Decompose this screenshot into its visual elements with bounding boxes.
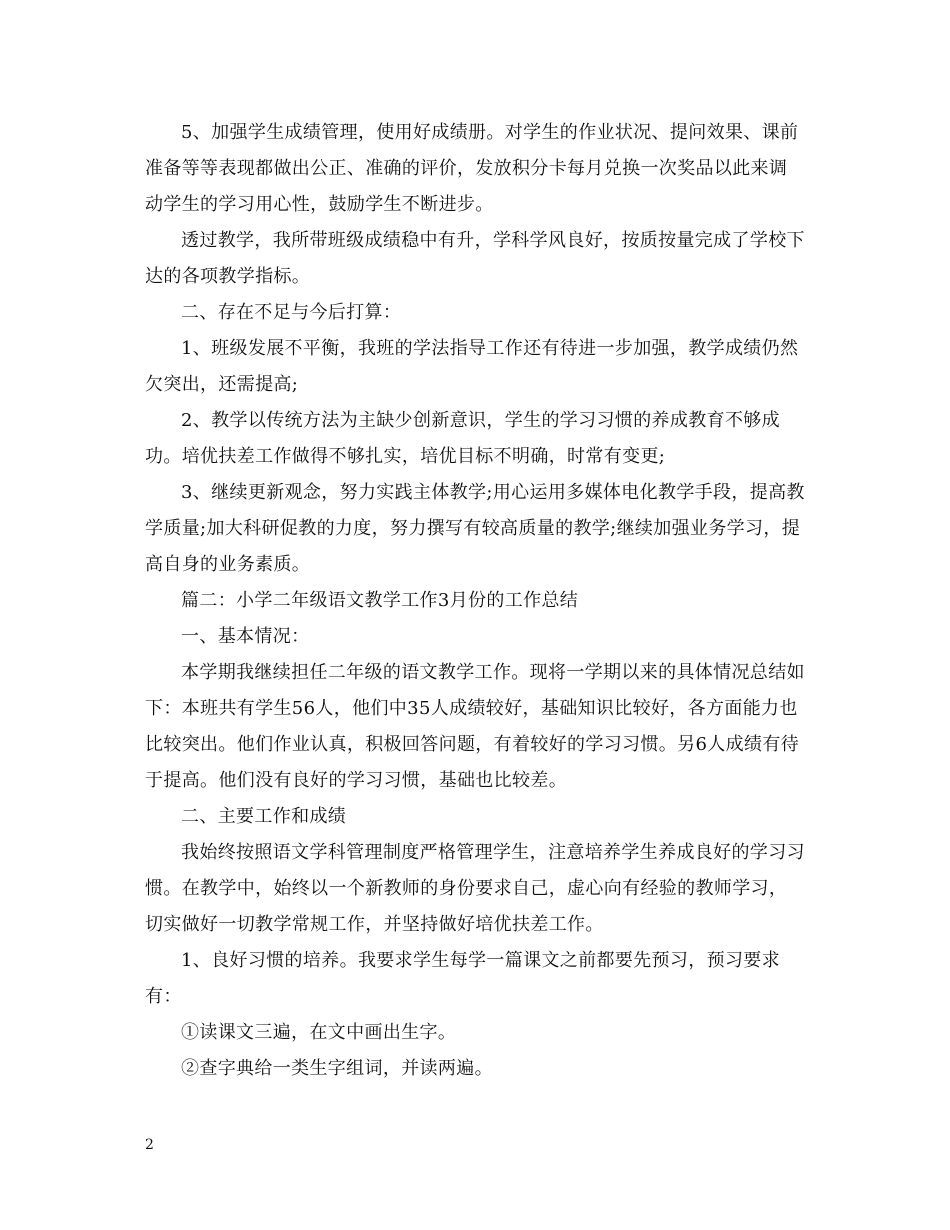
- list-item-2: ②查字典给一类生字组词，并读两遍。: [181, 1058, 493, 1079]
- paragraph-4: 1、班级发展不平衡，我班的学法指导工作还有待进一步加强，教学成绩仍然欠突出，还需提高;: [145, 338, 799, 395]
- article-title-part-two: 篇二：小学二年级语文教学工作3月份的工作总结: [181, 590, 579, 611]
- document-body: [145, 115, 805, 1087]
- section-heading-shortcomings: 二、存在不足与今后打算：: [181, 302, 402, 323]
- paragraph-12: 1、良好习惯的培养。我要求学生每学一篇课文之前都要先预习，预习要求有：: [145, 950, 780, 1007]
- paragraph-9: 本学期我继续担任二年级的语文教学工作。现将一学期以来的具体情况总结如下：本班共有学生56人，他们中35人成绩较好，基础知识比较好，各方面能力也比较突出。他们作业认真，积极回答问题，有着较好的学习习惯。另6人成绩有待于提高。他们没有良好的学习习惯，基础也比较差。: [145, 662, 805, 791]
- list-item-1: ①读课文三遍，在文中画出生字。: [181, 1022, 457, 1043]
- paragraph-1: 5、加强学生成绩管理，使用好成绩册。对学生的作业状况、提问效果、课前准备等等表现都做出公正、准确的评价，发放积分卡每月兑换一次奖品以此来调动学生的学习用心性，鼓励学生不断进步。: [145, 122, 799, 215]
- paragraph-11: 我始终按照语文学科管理制度严格管理学生，注意培养学生养成良好的学习习惯。在教学中，始终以一个新教师的身份要求自己，虚心向有经验的教师学习，切实做好一切教学常规工作，并坚持做好培优扶差工作。: [145, 842, 805, 935]
- paragraph-2: 透过教学，我所带班级成绩稳中有升，学科学风良好，按质按量完成了学校下达的各项教学指标。: [145, 230, 805, 287]
- paragraph-5: 2、教学以传统方法为主缺少创新意识，学生的学习习惯的养成教育不够成功。培优扶差工作做得不够扎实，培优目标不明确，时常有变更;: [145, 410, 780, 467]
- paragraph-6: 3、继续更新观念，努力实践主体教学;用心运用多媒体电化教学手段，提高教学质量;加大科研促教的力度，努力撰写有较高质量的教学;继续加强业务学习，提高自身的业务素质。: [145, 482, 805, 575]
- page-number: 2: [145, 1137, 154, 1153]
- section-heading-basic-situation: 一、基本情况：: [181, 626, 310, 647]
- section-heading-main-work: 二、主要工作和成绩: [181, 806, 347, 827]
